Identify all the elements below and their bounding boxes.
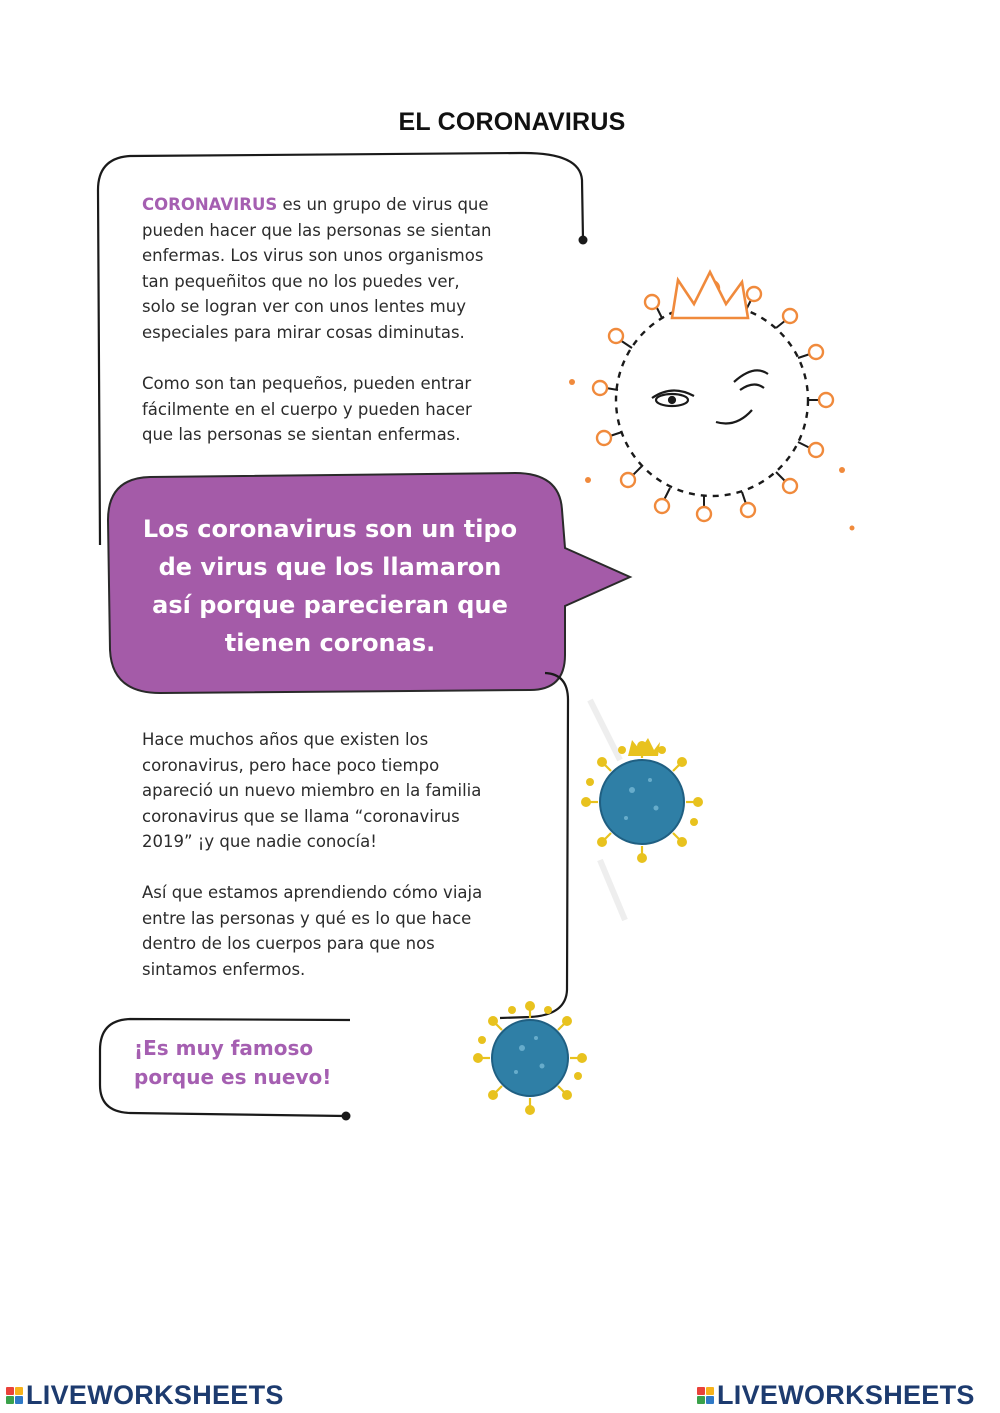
intro-lead-word: CORONAVIRUS: [142, 195, 278, 214]
footer-logo-left: [6, 1378, 284, 1412]
entry-paragraph: Como son tan pequeños, pueden entrar fácilmente en el cuerpo y pueden hacer que las personas se sientan enfermas.: [142, 374, 472, 444]
learning-paragraph: Así que estamos aprendiendo cómo viaja entre las personas y qué es lo que hace dentro de los cuerpos para que nos sintamos enfermos.: [142, 883, 483, 979]
cartoon-virus-spikes: [606, 292, 820, 508]
cartoon-virus-illustration: [569, 272, 855, 531]
intro-paragraph: [142, 192, 542, 345]
frame-dot-bottom: [342, 1112, 351, 1121]
footer-brand-right: LIVEWORKSHEETS: [717, 1379, 975, 1410]
liveworksheets-logo-icon: [6, 1387, 23, 1404]
liveworksheets-logo-icon: [697, 1387, 714, 1404]
cartoon-virus-face: [652, 370, 768, 423]
page-title: EL CORONAVIRUS: [398, 108, 626, 136]
famous-callout: ¡Es muy famoso porque es nuevo!: [134, 1036, 332, 1089]
footer-brand-left: LIVEWORKSHEETS: [26, 1379, 284, 1410]
blue-virus-illustration-upper: [581, 738, 703, 863]
crown-icon: [672, 272, 748, 318]
history-paragraph: Hace muchos años que existen los coronavirus, pero hace poco tiempo apareció un nuevo miembro en la familia coronavirus que se llama “coronavirus 2019” ¡y que nadie conocía!: [142, 730, 482, 851]
intro-text: es un grupo de virus que pueden hacer que las personas se sientan enfermas. Los virus son unos organismos tan pequeñitos que no los puedes ver, solo se logran ver con unos lentes muy especiales para mirar cosas diminutas.: [142, 195, 492, 342]
footer-logo-right: [697, 1378, 975, 1412]
frame-dot-top: [579, 236, 588, 245]
bubble-text: Los coronavirus son un tipo de virus que los llamaron así porque parecieran que tienen coronas.: [142, 515, 518, 657]
